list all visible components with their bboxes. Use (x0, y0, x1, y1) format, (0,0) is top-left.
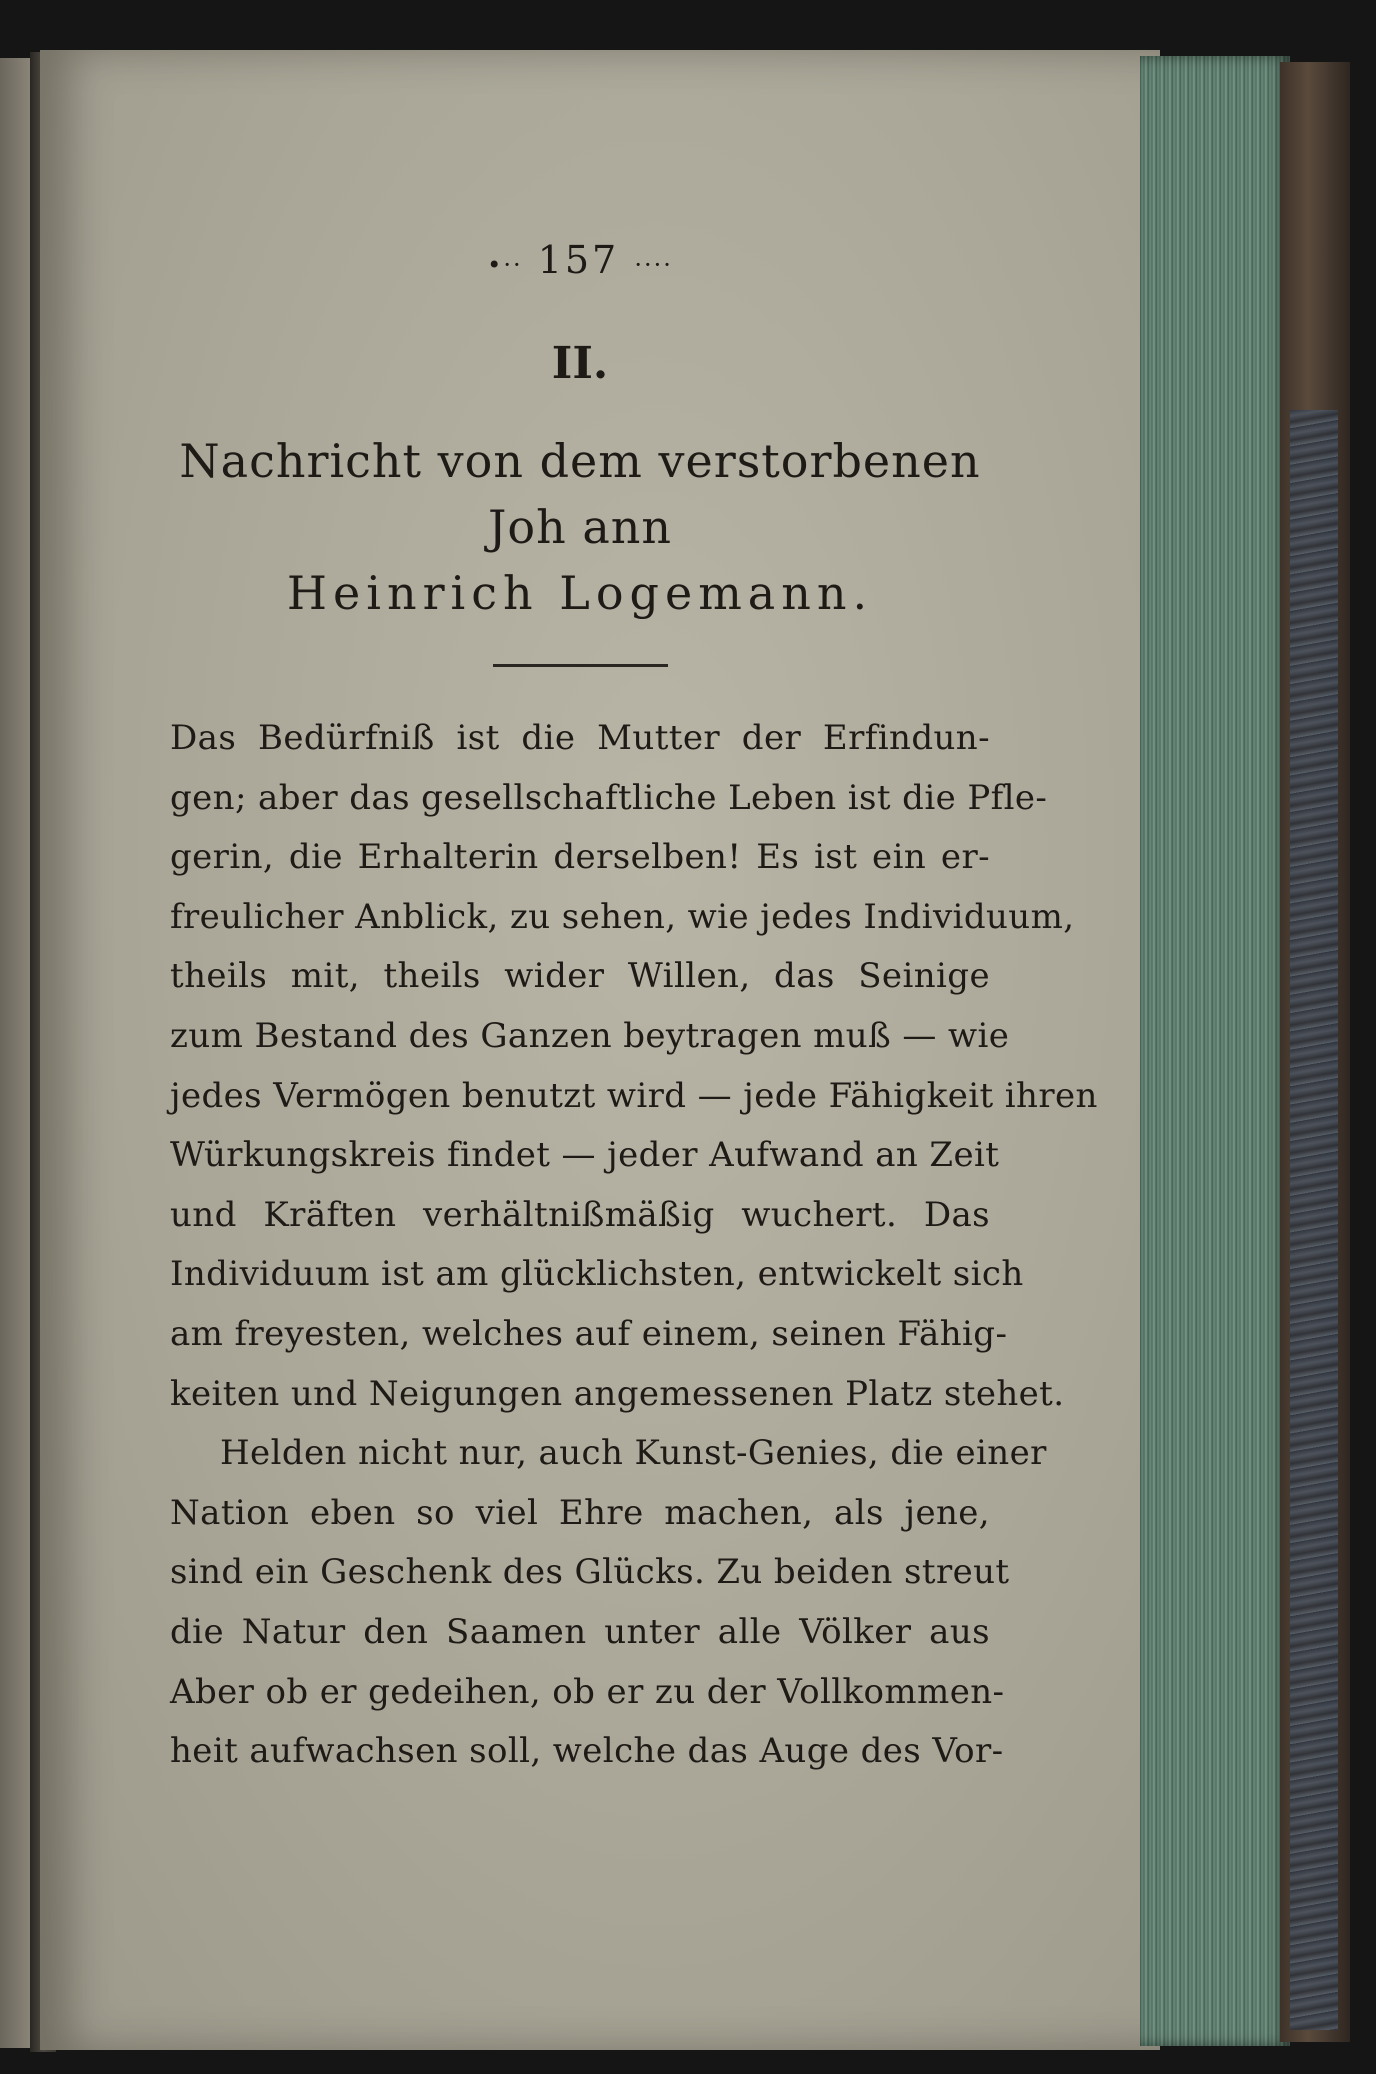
body-line: freulicher Anblick, zu sehen, wie jedes Individuum, (170, 896, 1075, 937)
body-line: und Kräften verhältnißmäßig wuchert. Das (170, 1194, 990, 1235)
body-line: keiten und Neigungen angemessenen Platz stehet. (170, 1373, 1065, 1414)
body-line: Das Bedürfniß ist die Mutter der Erfindun- (170, 718, 990, 758)
page-number (170, 238, 990, 298)
title-line-1: Nachricht von dem verstorbenen Joh ann (179, 434, 981, 554)
page-text (170, 220, 1098, 1782)
body-line: zum Bestand des Ganzen beytragen muß — wie (170, 1015, 1010, 1056)
body-line: gerin, die Erhalterin derselben! Es ist ein er- (170, 837, 990, 878)
chapter-numeral: II. (551, 338, 609, 389)
body-line: Würkungskreis findet — jeder Aufwand an Zeit (170, 1135, 1000, 1176)
body-line: heit aufwachsen soll, welche das Auge des Vor- (170, 1731, 1004, 1772)
body-line: jedes Vermögen benutzt wird — jede Fähigkeit ihren (170, 1075, 1098, 1116)
body-line: am freyesten, welches auf einem, seinen Fähig- (170, 1313, 1008, 1354)
body-line: Individuum ist am glücklichsten, entwickelt sich (170, 1254, 1024, 1295)
cover-marbling (1290, 410, 1338, 2030)
body-line: sind ein Geschenk des Glücks. Zu beiden streut (170, 1552, 1010, 1593)
body-line: Aber ob er gedeihen, ob er zu der Vollkommen- (170, 1671, 1005, 1712)
body-line: die Natur den Saamen unter alle Völker aus (170, 1611, 990, 1652)
body-text (170, 709, 1098, 1782)
body-line: Nation eben so viel Ehre machen, als jene, (170, 1492, 990, 1533)
body-line: theils mit, theils wider Willen, das Seinige (170, 956, 990, 997)
title-divider (493, 664, 668, 667)
ornament-right: ···· (634, 251, 673, 279)
body-line: gen; aber das gesellschaftliche Leben ist die Pfle- (170, 777, 1048, 818)
body-line: Helden nicht nur, auch Kunst-Genies, die einer (220, 1433, 1047, 1474)
page-block-edge (1140, 56, 1290, 2046)
chapter-title (170, 428, 990, 626)
ornament-left: •·· (487, 251, 523, 279)
title-line-2: Heinrich Logemann. (286, 566, 874, 620)
page-number-value: 157 (537, 238, 620, 282)
